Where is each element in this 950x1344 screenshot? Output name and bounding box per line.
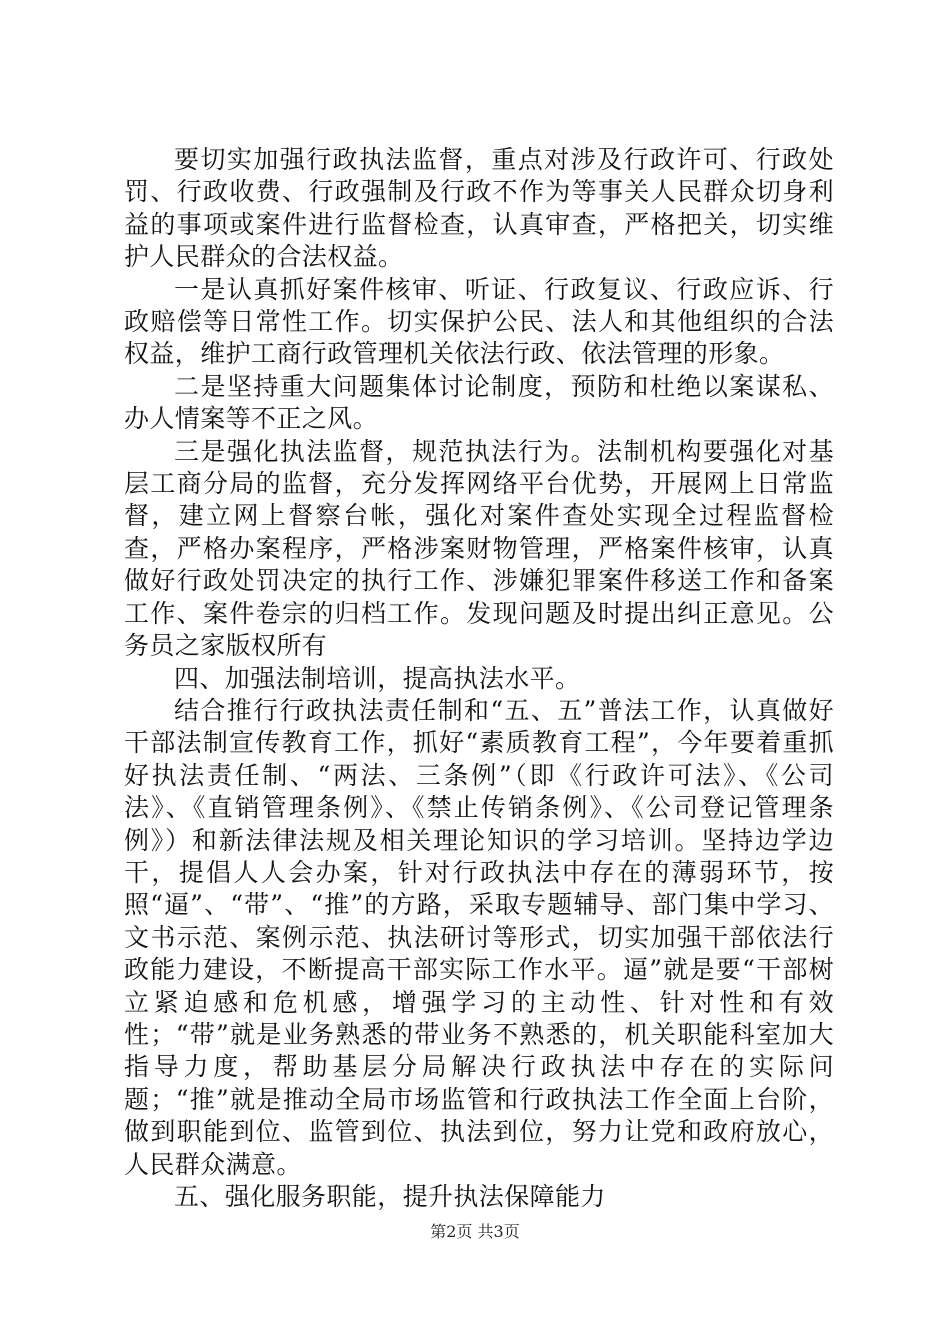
document-body [124,144,834,1213]
paragraph-point-three: 三是强化执法监督，规范执法行为。法制机构要强化对基层工商分局的监督，充分发挥网络平台优势，开展网上日常监督，建立网上督察台帐，强化对案件查处实现全过程监督检查，严格办案程序，严格涉案财物管理，严格案件核审，认真做好行政处罚决定的执行工作、涉嫌犯罪案件移送工作和备案工作、案件卷宗的归档工作。发现问题及时提出纠正意见。公务员之家版权所有 [124,436,834,661]
paragraph-point-one: 一是认真抓好案件核审、听证、行政复议、行政应诉、行政赔偿等日常性工作。切实保护公民、法人和其他组织的合法权益，维护工商行政管理机关依法行政、依法管理的形象。 [124,274,834,369]
paragraph-training: 结合推行行政执法责任制和“五、五”普法工作，认真做好干部法制宣传教育工作，抓好“素质教育工程”，今年要着重抓好执法责任制、“两法、三条例”（即《行政许可法》、《公司法》、《直销管理条例》、《禁止传销条例》、《公司登记管理条例》）和新法律法规及相关理论知识的学习培训。坚持边学边干，提倡人人会办案，针对行政执法中存在的薄弱环节，按照“逼”、“带”、“推”的方路，采取专题辅导、部门集中学习、文书示范、案例示范、执法研讨等形式，切实加强干部依法行政能力建设，不断提高干部实际工作水平。逼”就是要“干部树立紧迫感和危机感，增强学习的主动性、针对性和有效性；“带”就是业务熟悉的带业务不熟悉的，机关职能科室加大指导力度，帮助基层分局解决行政执法中存在的实际问题；“推”就是推动全局市场监管和行政执法工作全面上台阶，做到职能到位、监管到位、执法到位，努力让党和政府放心，人民群众满意。 [124,695,834,1179]
section-heading-four: 四、加强法制培训，提高执法水平。 [174,663,581,693]
section-heading-five: 五、强化服务职能，提升执法保障能力 [174,1182,606,1211]
page-number-footer: 第2页 共3页 [430,1222,520,1241]
paragraph-supervision-intro: 要切实加强行政执法监督，重点对涉及行政许可、行政处罚、行政收费、行政强制及行政不作为等事关人民群众切身利益的事项或案件进行监督检查，认真审查，严格把关，切实维护人民群众的合法权益。 [124,145,834,272]
paragraph-point-two: 二是坚持重大问题集体讨论制度，预防和杜绝以案谋私、办人情案等不正之风。 [124,371,834,434]
